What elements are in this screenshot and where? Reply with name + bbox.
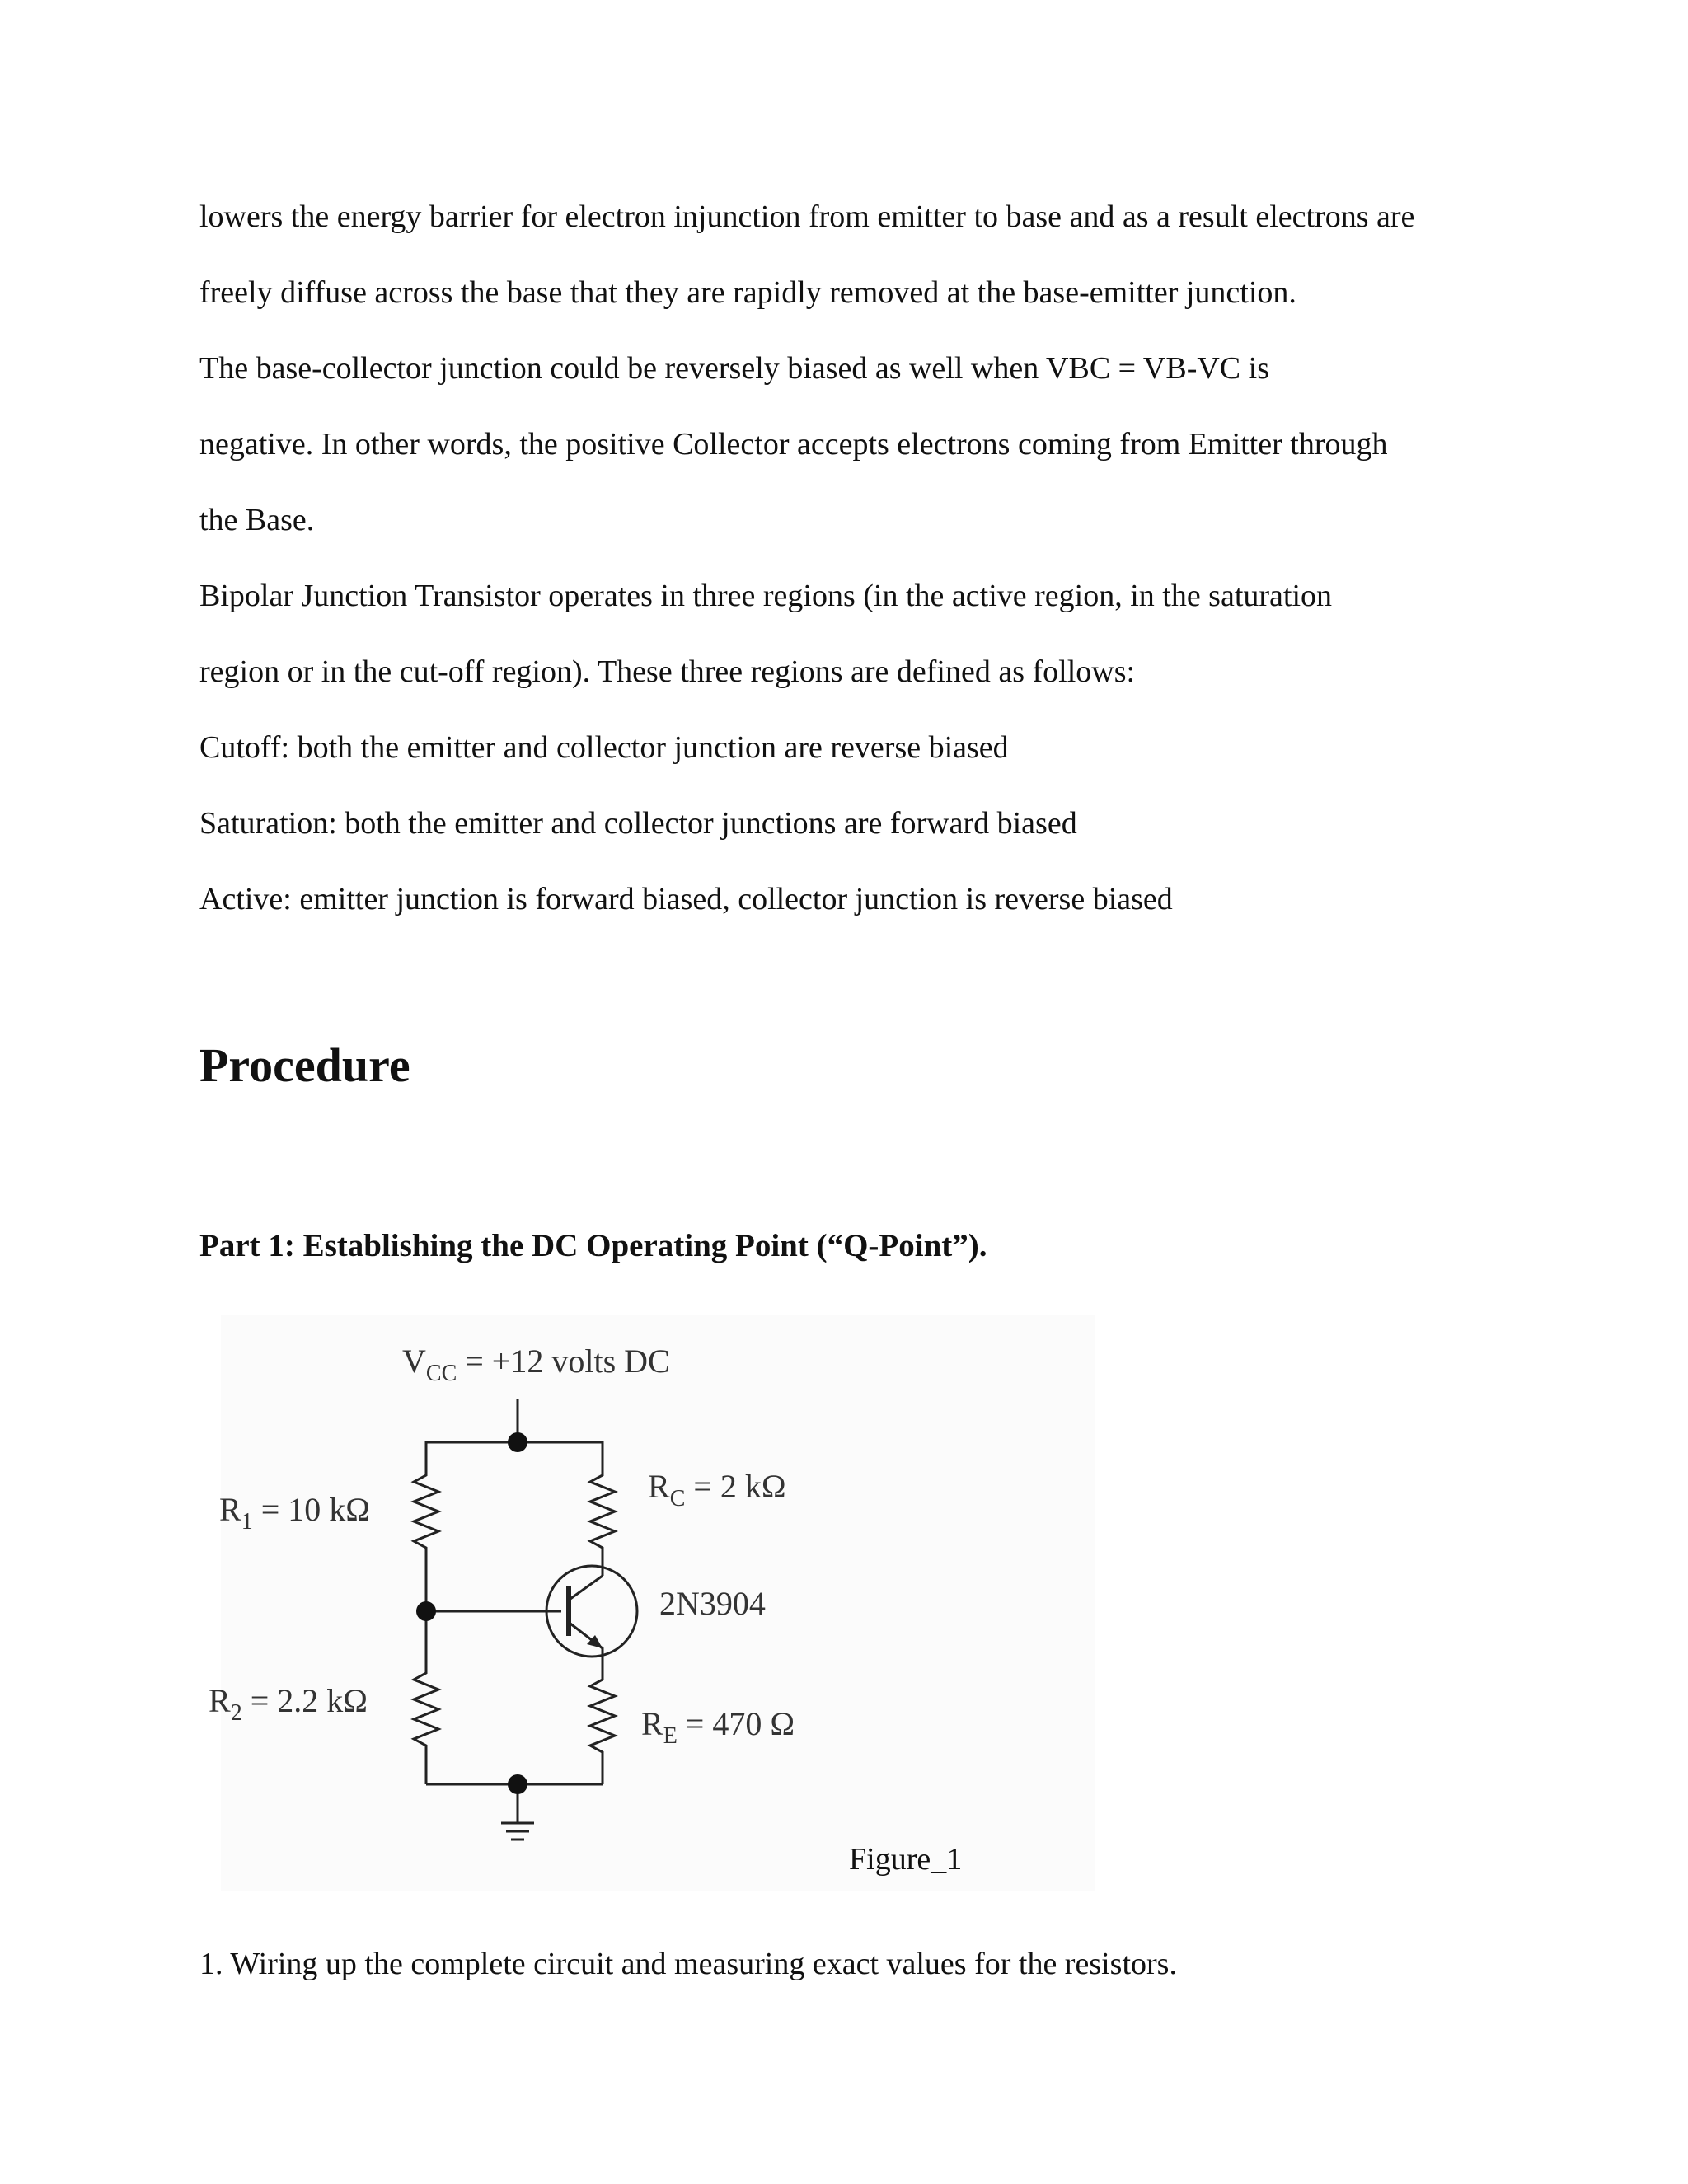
paragraph-line: freely diffuse across the base that they are rapidly removed at the base-emitter junction.: [199, 275, 1296, 310]
paragraph-line: Cutoff: both the emitter and collector junction are reverse biased: [199, 730, 1009, 765]
rc-label: $R_C = 2$ kΩ: [648, 1468, 786, 1511]
r1-label: $R_1 = 10$ kΩ: [219, 1491, 370, 1535]
paragraph-line: negative. In other words, the positive Collector accepts electrons coming from Emitter through: [199, 427, 1388, 462]
paragraph-line: Bipolar Junction Transistor operates in three regions (in the active region, in the saturation: [199, 579, 1333, 613]
section-heading: Procedure: [199, 1038, 410, 1092]
paragraph-line: The base-collector junction could be reversely biased as well when VBC = VB-VC is: [199, 351, 1269, 386]
r2-label: $R_2 = 2.2$ kΩ: [209, 1682, 368, 1726]
circuit-figure: [221, 1315, 1095, 1891]
re-label: $R_E = 470$ Ω: [641, 1705, 795, 1749]
procedure-step: 1. Wiring up the complete circuit and measuring exact values for the resistors.: [199, 1947, 1177, 1981]
paragraph-line: lowers the energy barrier for electron injunction from emitter to base and as a result electrons are: [199, 199, 1415, 234]
paragraph-line: Active: emitter junction is forward biased, collector junction is reverse biased: [199, 882, 1173, 916]
transistor-label: 2N3904: [659, 1585, 766, 1622]
figure-caption: Figure_1: [849, 1842, 963, 1877]
paragraph-line: region or in the cut-off region). These three regions are defined as follows:: [199, 654, 1136, 689]
paragraph-line: Saturation: both the emitter and collector junctions are forward biased: [199, 806, 1077, 841]
vcc-label: $V_{CC} = +12$ volts DC: [402, 1343, 670, 1386]
part-heading: Part 1: Establishing the DC Operating Point (“Q-Point”).: [199, 1228, 987, 1263]
paragraph-line: the Base.: [199, 503, 315, 537]
